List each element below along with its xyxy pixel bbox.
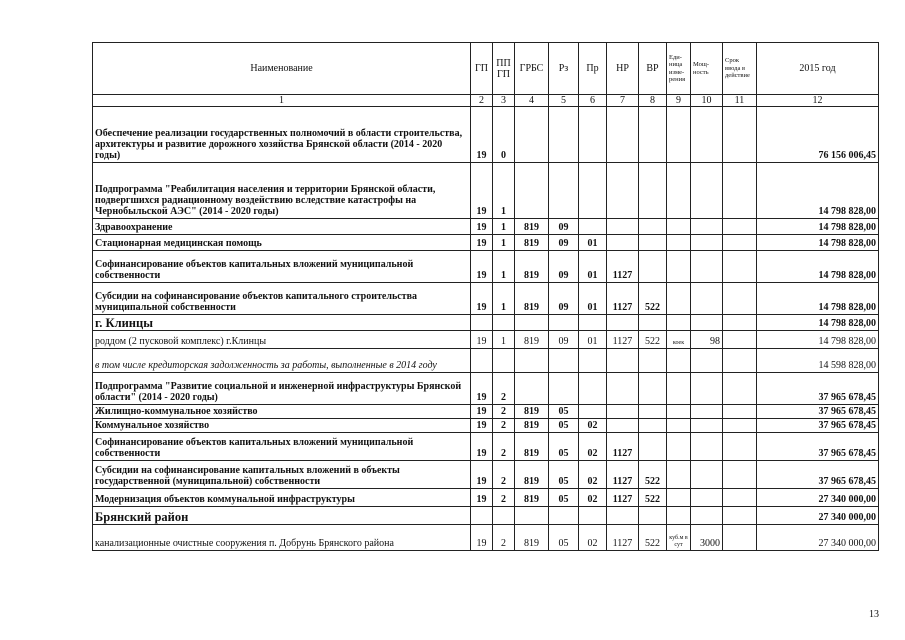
cell-code: 19 — [471, 489, 493, 507]
cell-code: 1127 — [607, 525, 639, 551]
cell-name: Подпрограмма "Реабилитация населения и территории Брянской области, подвергшихся радиационному воздействию вследствие катастрофы на Чернобыльской АЭС" (2014 - 2020 годы) — [93, 163, 471, 219]
cell-code: 522 — [639, 331, 667, 349]
cell-code — [607, 235, 639, 251]
cell-capacity — [691, 405, 723, 419]
cell-unit — [667, 315, 691, 331]
cell-amount: 14 798 828,00 — [757, 235, 879, 251]
cell-code: 819 — [515, 331, 549, 349]
cell-term — [723, 349, 757, 373]
cell-code — [607, 315, 639, 331]
cell-amount: 14 798 828,00 — [757, 315, 879, 331]
cell-code: 09 — [549, 283, 579, 315]
cell-code: 819 — [515, 525, 549, 551]
cell-code — [639, 219, 667, 235]
header-year: 2015 год — [757, 43, 879, 95]
cell-name: в том числе кредиторская задолженность за работы, выполненные в 2014 году — [93, 349, 471, 373]
cell-code: 19 — [471, 461, 493, 489]
cell-code — [639, 107, 667, 163]
cell-capacity — [691, 489, 723, 507]
cell-term — [723, 433, 757, 461]
cell-code: 1 — [493, 251, 515, 283]
cell-term — [723, 373, 757, 405]
cell-unit — [667, 251, 691, 283]
cell-code: 19 — [471, 433, 493, 461]
cell-code — [639, 405, 667, 419]
cell-code: 05 — [549, 405, 579, 419]
header-grbs: ГРБС — [515, 43, 549, 95]
column-number: 8 — [639, 95, 667, 107]
cell-unit — [667, 219, 691, 235]
cell-code: 02 — [579, 433, 607, 461]
cell-code — [549, 315, 579, 331]
cell-code: 819 — [515, 219, 549, 235]
column-number: 7 — [607, 95, 639, 107]
cell-code — [471, 349, 493, 373]
cell-capacity — [691, 107, 723, 163]
cell-code: 19 — [471, 373, 493, 405]
cell-name: Коммунальное хозяйство — [93, 419, 471, 433]
cell-capacity: 3000 — [691, 525, 723, 551]
cell-unit: коек — [667, 331, 691, 349]
header-gp: ГП — [471, 43, 493, 95]
cell-code — [607, 507, 639, 525]
cell-code: 1127 — [607, 461, 639, 489]
cell-code: 819 — [515, 489, 549, 507]
cell-unit: куб.м в сут — [667, 525, 691, 551]
table-row — [93, 461, 879, 489]
column-number: 6 — [579, 95, 607, 107]
table-row — [93, 525, 879, 551]
cell-code — [607, 405, 639, 419]
cell-term — [723, 219, 757, 235]
cell-code — [639, 419, 667, 433]
cell-code: 1 — [493, 163, 515, 219]
cell-code — [579, 107, 607, 163]
cell-code — [607, 419, 639, 433]
cell-unit — [667, 349, 691, 373]
cell-code: 819 — [515, 419, 549, 433]
table-row — [93, 219, 879, 235]
cell-code — [515, 507, 549, 525]
cell-code — [515, 315, 549, 331]
cell-code: 19 — [471, 405, 493, 419]
cell-code: 02 — [579, 461, 607, 489]
cell-name: Здравоохранение — [93, 219, 471, 235]
cell-amount: 14 798 828,00 — [757, 283, 879, 315]
cell-code: 01 — [579, 251, 607, 283]
header-nr: НР — [607, 43, 639, 95]
cell-code: 01 — [579, 235, 607, 251]
cell-code: 2 — [493, 525, 515, 551]
cell-code: 1 — [493, 331, 515, 349]
cell-code — [549, 349, 579, 373]
cell-code: 19 — [471, 525, 493, 551]
header-name: Наименование — [93, 43, 471, 95]
cell-code — [639, 251, 667, 283]
cell-code — [579, 349, 607, 373]
cell-code: 05 — [549, 461, 579, 489]
budget-table — [92, 42, 879, 551]
cell-term — [723, 489, 757, 507]
cell-capacity — [691, 373, 723, 405]
cell-unit — [667, 433, 691, 461]
table-row — [93, 373, 879, 405]
header-unit: Еди-ница изме-рения — [667, 43, 691, 95]
cell-amount: 14 798 828,00 — [757, 163, 879, 219]
cell-unit — [667, 107, 691, 163]
cell-code: 2 — [493, 433, 515, 461]
page-number: 13 — [869, 609, 879, 620]
cell-amount: 37 965 678,45 — [757, 419, 879, 433]
cell-term — [723, 331, 757, 349]
cell-unit — [667, 163, 691, 219]
header-capacity: Мощ-ность — [691, 43, 723, 95]
cell-code: 09 — [549, 219, 579, 235]
column-number: 11 — [723, 95, 757, 107]
cell-code: 19 — [471, 331, 493, 349]
cell-code: 19 — [471, 283, 493, 315]
cell-amount: 37 965 678,45 — [757, 373, 879, 405]
cell-code — [639, 163, 667, 219]
cell-code: 19 — [471, 163, 493, 219]
cell-term — [723, 107, 757, 163]
cell-code — [607, 349, 639, 373]
cell-code: 02 — [579, 419, 607, 433]
cell-code: 2 — [493, 461, 515, 489]
cell-code: 1127 — [607, 489, 639, 507]
cell-code — [549, 373, 579, 405]
table-row — [93, 251, 879, 283]
cell-code — [549, 163, 579, 219]
cell-code: 01 — [579, 331, 607, 349]
cell-amount: 14 598 828,00 — [757, 349, 879, 373]
cell-code — [639, 507, 667, 525]
column-number: 5 — [549, 95, 579, 107]
table-row — [93, 107, 879, 163]
cell-code: 19 — [471, 419, 493, 433]
cell-code — [607, 373, 639, 405]
cell-capacity — [691, 349, 723, 373]
cell-unit — [667, 489, 691, 507]
table-row — [93, 283, 879, 315]
cell-code — [493, 349, 515, 373]
cell-code: 1 — [493, 283, 515, 315]
cell-code — [515, 107, 549, 163]
cell-capacity — [691, 251, 723, 283]
cell-code: 1127 — [607, 433, 639, 461]
cell-capacity — [691, 419, 723, 433]
cell-code — [549, 507, 579, 525]
cell-capacity — [691, 315, 723, 331]
cell-code: 522 — [639, 461, 667, 489]
cell-code — [639, 315, 667, 331]
cell-name: канализационные очистные сооружения п. Добрунь Брянского района — [93, 525, 471, 551]
header-pr: Пр — [579, 43, 607, 95]
cell-code: 819 — [515, 433, 549, 461]
cell-code: 819 — [515, 251, 549, 283]
column-number: 1 — [93, 95, 471, 107]
cell-term — [723, 507, 757, 525]
cell-code: 0 — [493, 107, 515, 163]
header-pp: ПП ГП — [493, 43, 515, 95]
column-number: 12 — [757, 95, 879, 107]
cell-code: 01 — [579, 283, 607, 315]
cell-name: Софинансирование объектов капитальных вложений муниципальной собственности — [93, 433, 471, 461]
cell-unit — [667, 507, 691, 525]
cell-code: 19 — [471, 107, 493, 163]
cell-name: Субсидии на софинансирование капитальных вложений в объекты государственной (муниципальной) собственности — [93, 461, 471, 489]
header-term: Срок ввода в действие — [723, 43, 757, 95]
cell-code: 2 — [493, 489, 515, 507]
column-number: 3 — [493, 95, 515, 107]
cell-code — [471, 507, 493, 525]
cell-amount: 37 965 678,45 — [757, 405, 879, 419]
cell-code: 522 — [639, 283, 667, 315]
cell-code: 522 — [639, 489, 667, 507]
cell-code — [639, 373, 667, 405]
cell-name: Софинансирование объектов капитальных вложений муниципальной собственности — [93, 251, 471, 283]
cell-code: 1 — [493, 235, 515, 251]
cell-code: 05 — [549, 433, 579, 461]
cell-unit — [667, 283, 691, 315]
cell-term — [723, 163, 757, 219]
table-row — [93, 507, 879, 525]
cell-amount: 27 340 000,00 — [757, 507, 879, 525]
table-row — [93, 235, 879, 251]
cell-code: 19 — [471, 235, 493, 251]
cell-unit — [667, 373, 691, 405]
column-number: 9 — [667, 95, 691, 107]
cell-amount: 14 798 828,00 — [757, 251, 879, 283]
table-row — [93, 315, 879, 331]
cell-code — [607, 163, 639, 219]
table-row — [93, 433, 879, 461]
cell-code: 819 — [515, 461, 549, 489]
cell-capacity — [691, 235, 723, 251]
cell-code: 819 — [515, 405, 549, 419]
cell-code: 05 — [549, 419, 579, 433]
cell-code — [639, 235, 667, 251]
cell-name: Модернизация объектов коммунальной инфраструктуры — [93, 489, 471, 507]
cell-code: 1 — [493, 219, 515, 235]
column-number-row — [93, 95, 879, 107]
cell-code: 09 — [549, 235, 579, 251]
header-row — [93, 43, 879, 95]
cell-amount: 27 340 000,00 — [757, 525, 879, 551]
cell-term — [723, 315, 757, 331]
cell-name: Субсидии на софинансирование объектов капитального строительства муниципальной собственности — [93, 283, 471, 315]
cell-code: 09 — [549, 251, 579, 283]
cell-name: Жилищно-коммунальное хозяйство — [93, 405, 471, 419]
cell-term — [723, 251, 757, 283]
cell-capacity — [691, 433, 723, 461]
cell-code — [579, 405, 607, 419]
cell-name: Подпрограмма "Развитие социальной и инженерной инфраструктуры Брянской области" (2014 - 2020 годы) — [93, 373, 471, 405]
cell-unit — [667, 461, 691, 489]
cell-amount: 37 965 678,45 — [757, 461, 879, 489]
cell-code — [493, 507, 515, 525]
cell-code: 819 — [515, 283, 549, 315]
cell-term — [723, 461, 757, 489]
cell-code: 05 — [549, 489, 579, 507]
cell-capacity — [691, 283, 723, 315]
cell-capacity — [691, 219, 723, 235]
cell-code: 09 — [549, 331, 579, 349]
cell-code — [515, 373, 549, 405]
cell-code: 2 — [493, 373, 515, 405]
cell-term — [723, 419, 757, 433]
header-vr: ВР — [639, 43, 667, 95]
cell-code — [579, 315, 607, 331]
cell-code — [579, 163, 607, 219]
cell-name: Обеспечение реализации государственных полномочий в области строительства, архитектуры и развитие дорожного хозяйства Брянской области (2014 - 2020 годы) — [93, 107, 471, 163]
cell-code — [579, 373, 607, 405]
cell-code: 05 — [549, 525, 579, 551]
cell-amount: 27 340 000,00 — [757, 489, 879, 507]
cell-capacity: 98 — [691, 331, 723, 349]
cell-amount: 76 156 006,45 — [757, 107, 879, 163]
cell-code: 522 — [639, 525, 667, 551]
cell-code — [639, 433, 667, 461]
cell-capacity — [691, 461, 723, 489]
cell-code: 2 — [493, 405, 515, 419]
table-row — [93, 331, 879, 349]
cell-term — [723, 235, 757, 251]
cell-code: 02 — [579, 489, 607, 507]
cell-name: роддом (2 пусковой комплекс) г.Клинцы — [93, 331, 471, 349]
cell-code: 1127 — [607, 283, 639, 315]
cell-term — [723, 405, 757, 419]
table-row — [93, 489, 879, 507]
cell-code — [607, 107, 639, 163]
table-row — [93, 163, 879, 219]
column-number: 10 — [691, 95, 723, 107]
table-row — [93, 419, 879, 433]
cell-name: Стационарная медицинская помощь — [93, 235, 471, 251]
table-row — [93, 349, 879, 373]
cell-code: 19 — [471, 219, 493, 235]
cell-term — [723, 283, 757, 315]
cell-name: г. Клинцы — [93, 315, 471, 331]
cell-code — [607, 219, 639, 235]
cell-amount: 14 798 828,00 — [757, 219, 879, 235]
cell-unit — [667, 419, 691, 433]
cell-capacity — [691, 163, 723, 219]
cell-name: Брянский район — [93, 507, 471, 525]
cell-code: 2 — [493, 419, 515, 433]
cell-amount: 37 965 678,45 — [757, 433, 879, 461]
cell-code — [549, 107, 579, 163]
table-row — [93, 405, 879, 419]
cell-code: 19 — [471, 251, 493, 283]
column-number: 2 — [471, 95, 493, 107]
header-rz: Рз — [549, 43, 579, 95]
cell-code — [639, 349, 667, 373]
cell-code: 819 — [515, 235, 549, 251]
cell-code: 1127 — [607, 251, 639, 283]
cell-code: 02 — [579, 525, 607, 551]
cell-code — [515, 349, 549, 373]
cell-amount: 14 798 828,00 — [757, 331, 879, 349]
cell-code: 1127 — [607, 331, 639, 349]
cell-code — [579, 507, 607, 525]
cell-term — [723, 525, 757, 551]
cell-code — [493, 315, 515, 331]
cell-unit — [667, 405, 691, 419]
cell-code — [579, 219, 607, 235]
cell-capacity — [691, 507, 723, 525]
cell-code — [515, 163, 549, 219]
column-number: 4 — [515, 95, 549, 107]
cell-code — [471, 315, 493, 331]
cell-unit — [667, 235, 691, 251]
